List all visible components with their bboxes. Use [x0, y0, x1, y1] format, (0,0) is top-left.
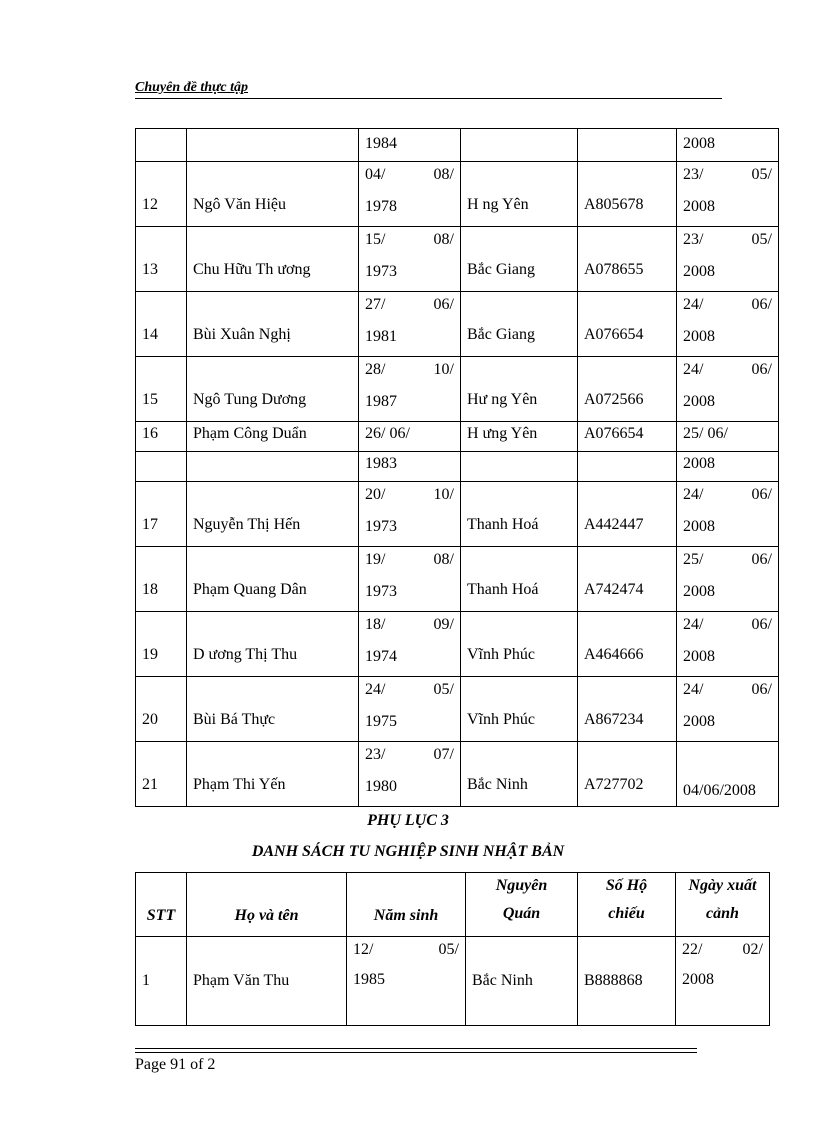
dob-day: 23/: [365, 746, 386, 763]
cell-origin: [466, 937, 578, 1026]
col-origin-label-1: Nguyên: [495, 877, 548, 894]
exit-day: 23/: [683, 231, 704, 248]
col-name-header: [187, 873, 347, 937]
cell-stt: [136, 937, 187, 1026]
cell-stt: [136, 482, 187, 547]
col-name-label: Họ và tên: [234, 907, 299, 924]
cell-origin: [461, 162, 578, 227]
cell-name: [187, 677, 359, 742]
dob-year: 1981: [365, 328, 397, 345]
passport-value: A464666: [584, 646, 644, 663]
cell-passport: [578, 482, 677, 547]
passport-value: A078655: [584, 261, 644, 278]
origin-value: Bắc Giang: [467, 326, 535, 343]
cell-stt: [136, 742, 187, 807]
cell-dob: [359, 612, 461, 677]
stt-value: 18: [142, 581, 158, 598]
cell-origin: [461, 612, 578, 677]
passport-value: A727702: [584, 776, 644, 793]
stt-value: 17: [142, 516, 158, 533]
cell-dob: [359, 227, 461, 292]
participants-table-continued: [135, 128, 779, 807]
cell-dob: [359, 422, 461, 452]
col-passport-label-2: chiếu: [608, 905, 645, 922]
appendix-table: [135, 872, 770, 1026]
dob-day: 15/: [365, 231, 386, 248]
passport-value: B888868: [584, 972, 643, 989]
exit-year: 2008: [683, 263, 715, 280]
table-row: [136, 677, 779, 742]
dob-year: 1973: [365, 583, 397, 600]
cell-dob: [359, 482, 461, 547]
stt-value: 16: [142, 425, 158, 442]
origin-value: Thanh Hoá: [467, 581, 539, 598]
dob-year: 1978: [365, 198, 397, 215]
col-exit-label-2: cảnh: [706, 905, 739, 922]
cell-passport: [578, 452, 677, 482]
col-exit-label-1: Ngày xuất: [688, 877, 757, 894]
cell-dob: [359, 162, 461, 227]
cell-name: [187, 129, 359, 162]
exit-month: 06/: [751, 681, 772, 698]
cell-name: [187, 357, 359, 422]
dob-month: 06/: [433, 296, 454, 313]
exit-month: 06/: [751, 551, 772, 568]
dob-month: 07/: [433, 746, 454, 763]
cell-exit: [677, 357, 779, 422]
cell-stt: [136, 292, 187, 357]
dob-year: 1985: [353, 971, 385, 988]
exit-year: 2008: [683, 583, 715, 600]
cell-dob: [347, 937, 466, 1026]
passport-value: A076654: [584, 425, 644, 442]
table-row: [136, 547, 779, 612]
dob-year: 1984: [365, 135, 397, 152]
col-origin-header: [466, 873, 578, 937]
stt-value: 12: [142, 196, 158, 213]
name-value: Bùi Bá Thực: [193, 711, 276, 728]
cell-exit: [677, 227, 779, 292]
dob-month: 05/: [438, 941, 459, 958]
dob-day: 19/: [365, 551, 386, 568]
table-row: [136, 612, 779, 677]
cell-exit: [677, 452, 779, 482]
origin-value: Vĩnh Phúc: [467, 711, 535, 728]
exit-day: 24/: [683, 361, 704, 378]
exit-value: 25/ 06/: [683, 425, 728, 442]
exit-year: 2008: [683, 518, 715, 535]
cell-origin: [461, 292, 578, 357]
exit-month: 05/: [751, 231, 772, 248]
cell-name: [187, 482, 359, 547]
passport-value: A867234: [584, 711, 644, 728]
cell-exit: [677, 292, 779, 357]
dob-day: 27/: [365, 296, 386, 313]
cell-stt: [136, 612, 187, 677]
cell-name: [187, 292, 359, 357]
cell-passport: [578, 227, 677, 292]
cell-origin: [461, 129, 578, 162]
cell-stt: [136, 129, 187, 162]
col-stt-label: STT: [146, 907, 176, 924]
origin-value: Hư ng Yên: [467, 391, 538, 408]
appendix-subheading: DANH SÁCH TU NGHIỆP SINH NHẬT BẢN: [251, 843, 565, 860]
cell-origin: [461, 482, 578, 547]
cell-name: [187, 227, 359, 292]
col-dob-header: [347, 873, 466, 937]
exit-month: 02/: [742, 941, 763, 958]
passport-value: A805678: [584, 196, 644, 213]
cell-name: [187, 742, 359, 807]
name-value: Phạm Thi Yến: [193, 776, 286, 793]
cell-exit: [677, 482, 779, 547]
stt-value: 20: [142, 711, 158, 728]
origin-value: Bắc Ninh: [472, 972, 533, 989]
page-footer: Page 91 of 2: [135, 1056, 216, 1073]
cell-exit: [677, 742, 779, 807]
appendix-header-row: [136, 873, 770, 937]
cell-dob: [359, 357, 461, 422]
cell-name: [187, 937, 347, 1026]
table-row: [136, 292, 779, 357]
exit-month: 06/: [751, 361, 772, 378]
cell-stt: [136, 677, 187, 742]
cell-stt: [136, 227, 187, 292]
exit-year: 2008: [683, 648, 715, 665]
dob-day: 12/: [353, 941, 374, 958]
cell-exit: [677, 162, 779, 227]
dob-year: 1974: [365, 648, 397, 665]
exit-day: 23/: [683, 166, 704, 183]
name-value: Phạm Công Duẩn: [193, 425, 307, 442]
cell-passport: [578, 612, 677, 677]
exit-year: 2008: [683, 713, 715, 730]
cell-origin: [461, 227, 578, 292]
exit-day: 22/: [682, 941, 703, 958]
footer-rule-top: [135, 1048, 697, 1049]
cell-name: [187, 162, 359, 227]
exit-month: 05/: [751, 166, 772, 183]
cell-dob: [359, 452, 461, 482]
cell-exit: [677, 547, 779, 612]
exit-month: 06/: [751, 616, 772, 633]
table-row: [136, 422, 779, 452]
name-value: Phạm Văn Thu: [193, 972, 290, 989]
exit-day: 24/: [683, 616, 704, 633]
cell-origin: [461, 452, 578, 482]
origin-value: Vĩnh Phúc: [467, 646, 535, 663]
table-row: [136, 357, 779, 422]
dob-month: 10/: [433, 486, 454, 503]
exit-day: 24/: [683, 296, 704, 313]
col-origin-label-2: Quán: [502, 905, 541, 922]
name-value: Chu Hữu Th ương: [193, 261, 311, 278]
exit-year: 2008: [683, 328, 715, 345]
cell-passport: [578, 937, 676, 1026]
exit-value: 2008: [683, 455, 715, 472]
cell-name: [187, 612, 359, 677]
cell-exit: [677, 422, 779, 452]
name-value: Bùi Xuân Nghị: [193, 326, 291, 343]
exit-year: 2008: [683, 198, 715, 215]
cell-exit: [677, 129, 779, 162]
cell-name: [187, 452, 359, 482]
cell-stt: [136, 422, 187, 452]
dob-day: 20/: [365, 486, 386, 503]
passport-value: A442447: [584, 516, 644, 533]
exit-day: 25/: [683, 551, 704, 568]
cell-dob: [359, 677, 461, 742]
cell-stt: [136, 452, 187, 482]
cell-passport: [578, 162, 677, 227]
dob-year: 1987: [365, 393, 397, 410]
cell-passport: [578, 357, 677, 422]
stt-value: 19: [142, 646, 158, 663]
name-value: Phạm Quang Dân: [193, 581, 307, 598]
exit-month: 06/: [751, 296, 772, 313]
cell-passport: [578, 547, 677, 612]
origin-value: Thanh Hoá: [467, 516, 539, 533]
cell-dob: [359, 547, 461, 612]
cell-dob: [359, 292, 461, 357]
origin-value: Bắc Giang: [467, 261, 535, 278]
cell-origin: [461, 677, 578, 742]
dob-day: 18/: [365, 616, 386, 633]
dob-month: 08/: [433, 231, 454, 248]
cell-exit: [676, 937, 770, 1026]
cell-origin: [461, 742, 578, 807]
dob-month: 09/: [433, 616, 454, 633]
table-row: [136, 742, 779, 807]
cell-stt: [136, 357, 187, 422]
col-passport-label-1: Số Hộ: [605, 877, 648, 894]
name-value: Ngô Văn Hiệu: [193, 196, 287, 213]
footer-rule-bottom: [135, 1052, 697, 1053]
dob-value: 1983: [365, 455, 397, 472]
passport-value: A742474: [584, 581, 644, 598]
dob-year: 1975: [365, 713, 397, 730]
dob-day: 24/: [365, 681, 386, 698]
table-row: [136, 162, 779, 227]
table-row: [136, 452, 779, 482]
cell-exit: [677, 677, 779, 742]
cell-passport: [578, 422, 677, 452]
document-header: Chuyên đề thực tập: [135, 80, 249, 95]
cell-origin: [461, 547, 578, 612]
col-dob-label: Năm sinh: [373, 907, 439, 924]
name-value: D ương Thị Thu: [193, 646, 298, 663]
dob-day: 04/: [365, 166, 386, 183]
name-value: Nguyễn Thị Hến: [193, 516, 301, 533]
cell-passport: [578, 129, 677, 162]
dob-value: 26/ 06/: [365, 425, 410, 442]
table-row: [136, 129, 779, 162]
exit-year: 2008: [682, 971, 714, 988]
header-rule: [135, 98, 722, 99]
table-row: [136, 482, 779, 547]
exit-day: 24/: [683, 486, 704, 503]
dob-year: 1980: [365, 778, 397, 795]
cell-origin: [461, 357, 578, 422]
cell-origin: [461, 422, 578, 452]
col-stt-header: [136, 873, 187, 937]
dob-month: 08/: [433, 551, 454, 568]
stt-value: 21: [142, 776, 158, 793]
cell-dob: [359, 129, 461, 162]
cell-passport: [578, 292, 677, 357]
name-value: Ngô Tung Dương: [193, 391, 307, 408]
col-exit-header: [676, 873, 770, 937]
origin-value: H ưng Yên: [467, 425, 538, 442]
dob-month: 08/: [433, 166, 454, 183]
exit-day: 24/: [683, 681, 704, 698]
dob-year: 1973: [365, 263, 397, 280]
exit-month: 06/: [751, 486, 772, 503]
exit-year: 2008: [683, 393, 715, 410]
appendix-heading: PHỤ LỤC 3: [367, 812, 449, 829]
cell-dob: [359, 742, 461, 807]
passport-value: A076654: [584, 326, 644, 343]
cell-name: [187, 422, 359, 452]
dob-month: 10/: [433, 361, 454, 378]
table-row: [136, 227, 779, 292]
cell-passport: [578, 677, 677, 742]
cell-name: [187, 547, 359, 612]
stt-value: 14: [142, 326, 158, 343]
dob-day: 28/: [365, 361, 386, 378]
cell-stt: [136, 547, 187, 612]
table-row: [136, 937, 770, 1026]
passport-value: A072566: [584, 391, 644, 408]
stt-value: 1: [142, 972, 150, 989]
cell-stt: [136, 162, 187, 227]
col-passport-header: [578, 873, 676, 937]
origin-value: H ng Yên: [467, 196, 529, 213]
dob-month: 05/: [433, 681, 454, 698]
exit-date: 04/06/2008: [683, 782, 756, 799]
exit-year: 2008: [683, 135, 715, 152]
dob-year: 1973: [365, 518, 397, 535]
cell-exit: [677, 612, 779, 677]
origin-value: Bắc Ninh: [467, 776, 528, 793]
stt-value: 15: [142, 391, 158, 408]
cell-passport: [578, 742, 677, 807]
stt-value: 13: [142, 261, 158, 278]
